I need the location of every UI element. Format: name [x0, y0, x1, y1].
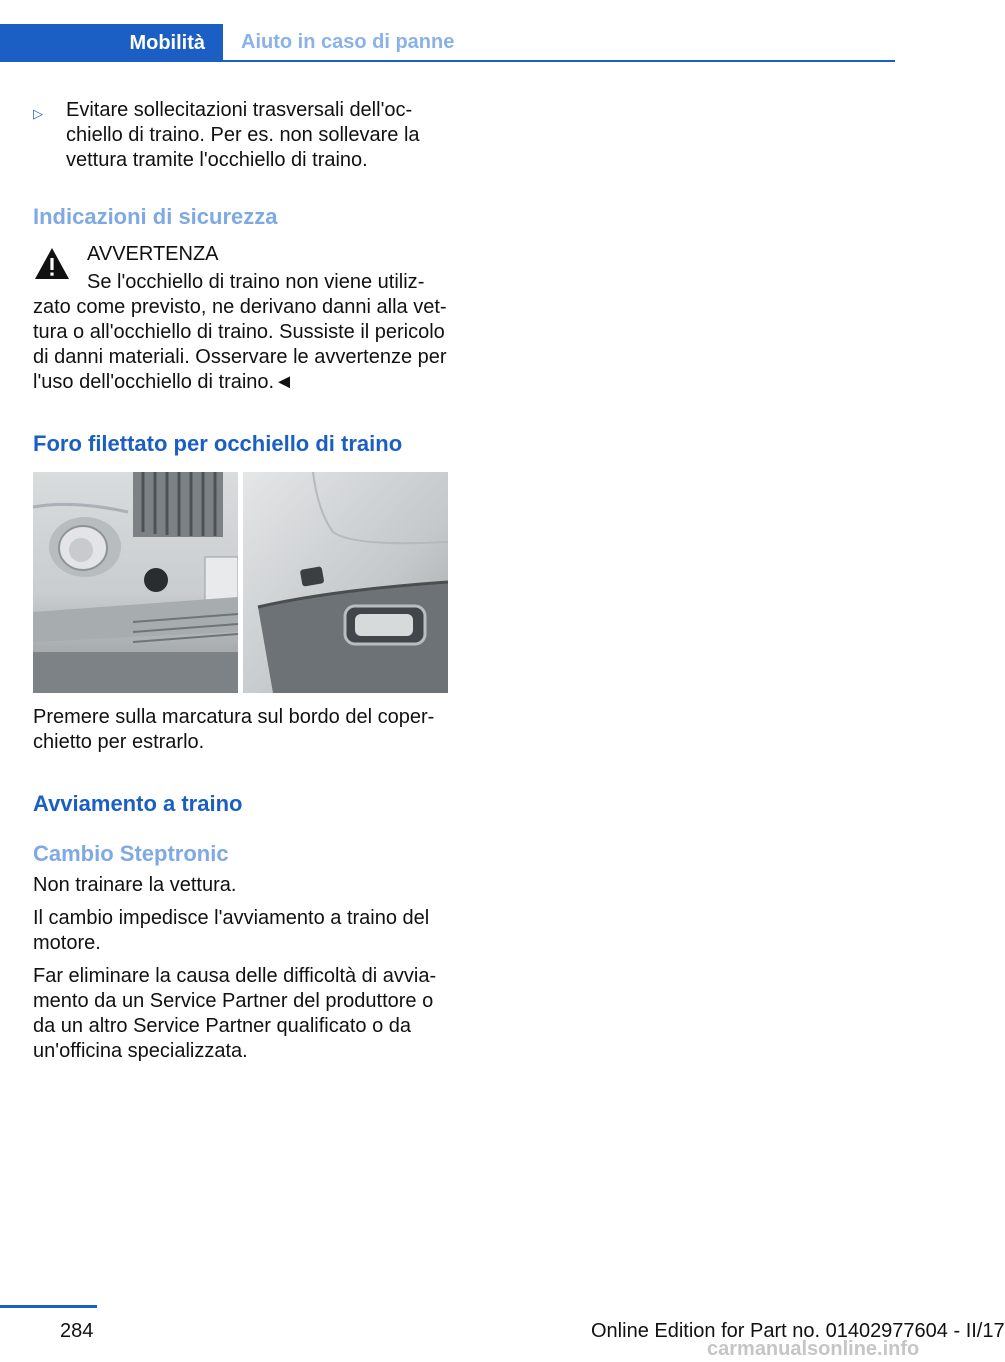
- heading-safety: Indicazioni di sicurezza: [33, 204, 278, 229]
- bullet-triangle-icon: ▷: [33, 106, 43, 121]
- tab-aiuto-panne-label: Aiuto in caso di panne: [241, 30, 455, 53]
- paragraph-transmission: Il cambio impedisce l'avviamento a traino del motore.: [33, 907, 430, 954]
- tab-mobilita-label: Mobilità: [129, 31, 205, 54]
- warning-text: [33, 270, 451, 395]
- caption-thread-hole: Premere sulla marcatura sul bordo del coperchietto per estrarlo.: [33, 706, 435, 753]
- watermark: carmanualsonline.info: [707, 1338, 920, 1360]
- edition-info: Online Edition for Part no. 01402977604 - II/17: [591, 1320, 1005, 1342]
- warning-title: AVVERTENZA: [87, 243, 219, 265]
- header: [0, 24, 895, 62]
- tab-mobilita[interactable]: [0, 24, 223, 62]
- warning-text-content: Se l'occhiello di traino non viene utilizzato come previsto, ne derivano danni alla vettura o all'occhiello di traino. Sussiste il pericolo di danni materiali. Osservare le avvertenze per l'uso dell'occhiello di traino.◄: [33, 271, 447, 393]
- footer-divider: [0, 1305, 97, 1308]
- subheading-steptronic: Cambio Steptronic: [33, 841, 229, 866]
- heading-thread-hole: Foro filettato per occhiello di traino: [33, 431, 403, 456]
- paragraph-no-towing: Non trainare la vettura.: [33, 874, 237, 896]
- bullet-text: Evitare sollecitazioni trasversali dell'occhiello di traino. Per es. non sollevare la vettura tramite l'occhiello di traino.: [66, 99, 420, 171]
- page-number: 284: [60, 1320, 94, 1342]
- heading-tow-start: Avviamento a traino: [33, 791, 243, 816]
- header-divider: [0, 60, 895, 62]
- paragraph-service: Far eliminare la causa delle difficoltà di avviamento da un Service Partner del produttore o da un altro Service Partner qualificato o da un'officina specializzata.: [33, 965, 437, 1062]
- bumper-photo: [33, 472, 448, 693]
- tab-aiuto-panne[interactable]: [241, 24, 454, 60]
